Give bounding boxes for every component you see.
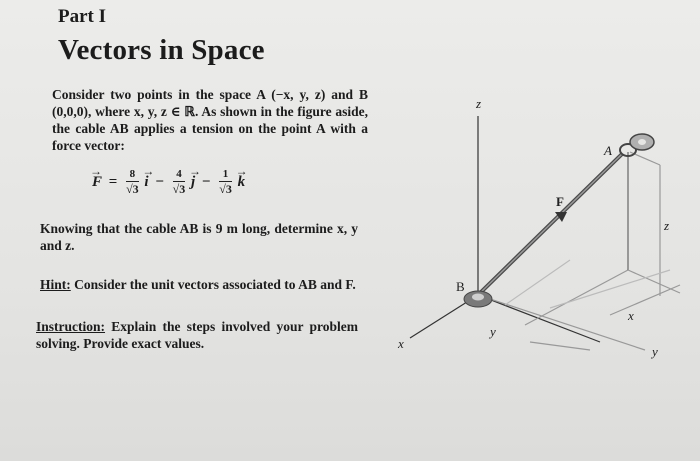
instruction-label: Instruction: — [36, 319, 106, 334]
anchor-B-hole — [472, 294, 484, 301]
part-label: Part I — [58, 6, 107, 27]
fraction-j — [173, 168, 186, 197]
fraction-k-denominator: √3 — [219, 182, 232, 196]
fraction-k-numerator: 1 — [219, 168, 232, 182]
x-dimension-label: x — [628, 308, 634, 323]
instruction-paragraph — [36, 318, 358, 352]
question-text: Knowing that the cable AB is 9 m long, determine x, y and z. — [40, 221, 358, 253]
y-axis-label: y — [490, 324, 496, 339]
minus-sign: − — [201, 174, 211, 190]
hint-label: Hint: — [40, 277, 71, 292]
force-symbol: → F — [92, 174, 102, 191]
fraction-j-denominator: √3 — [172, 182, 186, 196]
z-dimension-label: z — [664, 218, 670, 233]
z-axis-label: z — [476, 96, 482, 111]
eyebolt-A-hole — [638, 139, 646, 145]
x-axis-label: x — [398, 336, 404, 351]
fraction-j-numerator: 4 — [173, 168, 186, 182]
fraction-k — [219, 168, 232, 197]
cable-diagram — [390, 80, 690, 370]
y-axis-line — [478, 295, 600, 342]
section-title: Vectors in Space — [58, 34, 265, 66]
box-edge — [505, 260, 570, 305]
box-edge — [628, 270, 680, 293]
box-diagonal — [478, 295, 645, 350]
equals-sign: = — [108, 174, 118, 190]
instruction-text: Explain the steps involved your problem solving. Provide exact values. — [36, 319, 359, 351]
force-vector-formula — [92, 168, 245, 212]
unit-vector-k: → k — [238, 174, 246, 191]
box-edge — [550, 270, 670, 308]
fraction-i — [126, 168, 139, 197]
point-B-label: B — [456, 279, 465, 294]
hint-paragraph — [40, 276, 358, 293]
fraction-i-denominator: √3 — [126, 182, 139, 196]
unit-vector-j: → j — [191, 174, 195, 191]
x-dimension-line — [610, 285, 680, 315]
force-F-label: F — [556, 194, 564, 209]
minus-sign: − — [155, 174, 164, 190]
box-edge — [525, 270, 628, 325]
y-dimension-line — [530, 342, 590, 350]
fraction-i-numerator: 8 — [126, 168, 139, 182]
unit-vector-i: → i — [144, 174, 148, 191]
hint-text: Consider the unit vectors associated to AB and F. — [74, 277, 356, 292]
problem-intro: Consider two points in the space A (−x, y, z) and B (0,0,0), where x, y, z ∈ ℝ. As shown in the figure aside, the cable AB applies a tension on the point A with a force vector: — [52, 87, 368, 153]
point-A-label: A — [604, 143, 612, 158]
y-dimension-label: y — [652, 344, 658, 359]
